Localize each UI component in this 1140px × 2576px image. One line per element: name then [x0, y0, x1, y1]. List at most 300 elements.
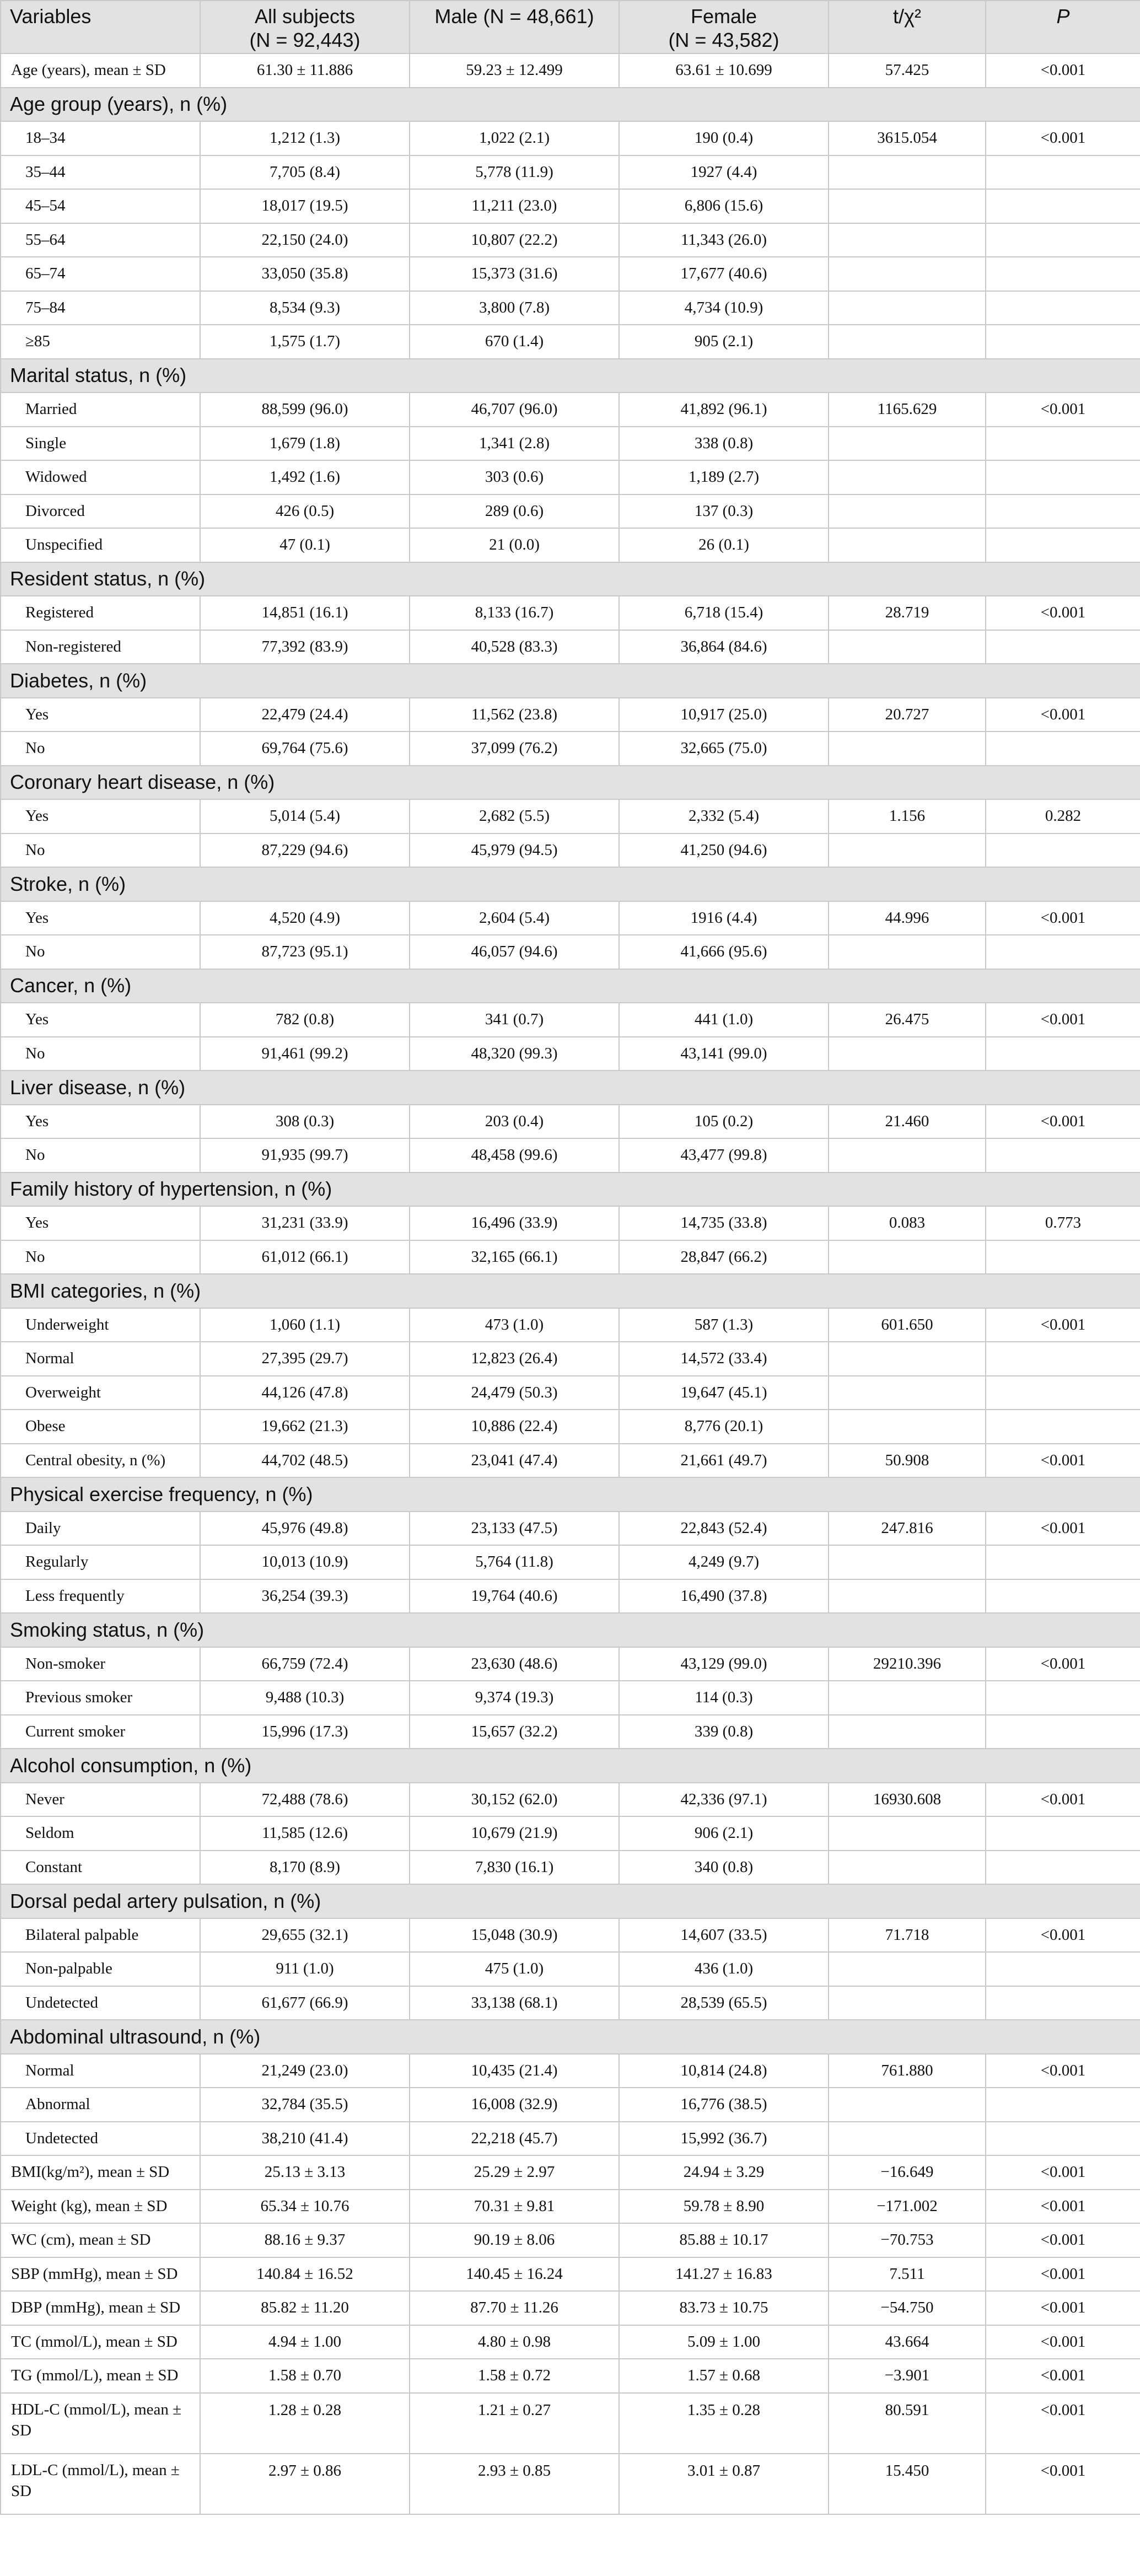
cell-test-statistic	[829, 732, 986, 766]
cell-test-statistic	[829, 1579, 986, 1614]
section-title: Physical exercise frequency, n (%)	[1, 1477, 1140, 1512]
cell-p-value	[986, 155, 1140, 190]
cell-all-subjects: 18,017 (19.5)	[200, 189, 410, 223]
cell-p-value: <0.001	[986, 596, 1140, 630]
row-label: 45–54	[1, 189, 200, 223]
section-header-row	[1, 2020, 1140, 2054]
cell-all-subjects: 25.13 ± 3.13	[200, 2155, 410, 2190]
row-label: Weight (kg), mean ± SD	[1, 2190, 200, 2224]
section-header-row	[1, 766, 1140, 800]
cell-all-subjects: 36,254 (39.3)	[200, 1579, 410, 1614]
cell-p-value: <0.001	[986, 1783, 1140, 1817]
cell-female: 3.01 ± 0.87	[619, 2454, 829, 2514]
cell-female: 15,992 (36.7)	[619, 2122, 829, 2156]
cell-test-statistic	[829, 189, 986, 223]
cell-male: 40,528 (83.3)	[410, 630, 619, 664]
cell-all-subjects: 1,575 (1.7)	[200, 325, 410, 359]
cell-test-statistic	[829, 1851, 986, 1885]
cell-male: 15,048 (30.9)	[410, 1918, 619, 1953]
cell-all-subjects: 782 (0.8)	[200, 1003, 410, 1037]
table-row	[1, 1512, 1140, 1546]
cell-female: 1927 (4.4)	[619, 155, 829, 190]
cell-p-value	[986, 630, 1140, 664]
row-label: Bilateral palpable	[1, 1918, 200, 1953]
row-label: Unspecified	[1, 528, 200, 562]
table-row	[1, 2155, 1140, 2190]
table-row	[1, 799, 1140, 833]
cell-male: 30,152 (62.0)	[410, 1783, 619, 1817]
cell-female: 11,343 (26.0)	[619, 223, 829, 257]
cell-p-value: <0.001	[986, 901, 1140, 935]
cell-test-statistic	[829, 1037, 986, 1071]
cell-test-statistic: −16.649	[829, 2155, 986, 2190]
table-row	[1, 1579, 1140, 1614]
cell-all-subjects: 31,231 (33.9)	[200, 1206, 410, 1240]
section-title: Alcohol consumption, n (%)	[1, 1749, 1140, 1783]
cell-p-value	[986, 1037, 1140, 1071]
header-p-value: P	[986, 1, 1140, 53]
cell-all-subjects: 1.28 ± 0.28	[200, 2393, 410, 2454]
cell-test-statistic: 28.719	[829, 596, 986, 630]
table-row	[1, 698, 1140, 732]
table-row	[1, 2325, 1140, 2359]
cell-all-subjects: 27,395 (29.7)	[200, 1342, 410, 1376]
cell-test-statistic	[829, 1410, 986, 1444]
cell-male: 23,041 (47.4)	[410, 1444, 619, 1478]
cell-p-value	[986, 189, 1140, 223]
cell-test-statistic: 29210.396	[829, 1647, 986, 1681]
header-variables: Variables	[1, 1, 200, 53]
table-row	[1, 427, 1140, 461]
cell-female: 19,647 (45.1)	[619, 1376, 829, 1410]
cell-all-subjects: 911 (1.0)	[200, 1952, 410, 1986]
cell-female: 26 (0.1)	[619, 528, 829, 562]
cell-all-subjects: 4.94 ± 1.00	[200, 2325, 410, 2359]
cell-p-value	[986, 1715, 1140, 1749]
cell-test-statistic	[829, 1342, 986, 1376]
cell-female: 340 (0.8)	[619, 1851, 829, 1885]
cell-p-value	[986, 291, 1140, 325]
cell-female: 8,776 (20.1)	[619, 1410, 829, 1444]
cell-male: 9,374 (19.3)	[410, 1681, 619, 1715]
table-row	[1, 1003, 1140, 1037]
cell-male: 15,657 (32.2)	[410, 1715, 619, 1749]
cell-p-value: <0.001	[986, 53, 1140, 88]
row-label: Central obesity, n (%)	[1, 1444, 200, 1478]
cell-test-statistic	[829, 1545, 986, 1579]
cell-test-statistic	[829, 257, 986, 291]
section-header-row	[1, 1613, 1140, 1647]
cell-all-subjects: 88,599 (96.0)	[200, 392, 410, 427]
table-row	[1, 2054, 1140, 2088]
cell-test-statistic: 1165.629	[829, 392, 986, 427]
cell-all-subjects: 61.30 ± 11.886	[200, 53, 410, 88]
cell-test-statistic	[829, 1138, 986, 1173]
cell-female: 105 (0.2)	[619, 1105, 829, 1139]
row-label: Non-smoker	[1, 1647, 200, 1681]
row-label: Yes	[1, 1105, 200, 1139]
section-title: Coronary heart disease, n (%)	[1, 766, 1140, 800]
cell-male: 1.21 ± 0.27	[410, 2393, 619, 2454]
cell-male: 8,133 (16.7)	[410, 596, 619, 630]
cell-p-value: <0.001	[986, 1918, 1140, 1953]
cell-p-value	[986, 1816, 1140, 1851]
cell-male: 140.45 ± 16.24	[410, 2257, 619, 2292]
table-row	[1, 223, 1140, 257]
row-label: ≥85	[1, 325, 200, 359]
table-row	[1, 2088, 1140, 2122]
cell-male: 7,830 (16.1)	[410, 1851, 619, 1885]
table-row	[1, 528, 1140, 562]
cell-male: 303 (0.6)	[410, 460, 619, 494]
row-label: Overweight	[1, 1376, 200, 1410]
cell-male: 33,138 (68.1)	[410, 1986, 619, 2020]
cell-female: 5.09 ± 1.00	[619, 2325, 829, 2359]
cell-test-statistic: 80.591	[829, 2393, 986, 2454]
cell-p-value: <0.001	[986, 121, 1140, 155]
cell-p-value: <0.001	[986, 2393, 1140, 2454]
cell-female: 441 (1.0)	[619, 1003, 829, 1037]
cell-all-subjects: 15,996 (17.3)	[200, 1715, 410, 1749]
cell-test-statistic: 50.908	[829, 1444, 986, 1478]
cell-p-value	[986, 2088, 1140, 2122]
cell-female: 43,477 (99.8)	[619, 1138, 829, 1173]
cell-test-statistic: 1.156	[829, 799, 986, 833]
cell-test-statistic	[829, 427, 986, 461]
cell-male: 3,800 (7.8)	[410, 291, 619, 325]
cell-test-statistic	[829, 1681, 986, 1715]
cell-test-statistic	[829, 325, 986, 359]
cell-all-subjects: 66,759 (72.4)	[200, 1647, 410, 1681]
cell-p-value: <0.001	[986, 2291, 1140, 2325]
row-label: No	[1, 1037, 200, 1071]
table-row	[1, 1647, 1140, 1681]
cell-female: 137 (0.3)	[619, 494, 829, 529]
cell-male: 19,764 (40.6)	[410, 1579, 619, 1614]
cell-all-subjects: 72,488 (78.6)	[200, 1783, 410, 1817]
row-label: Obese	[1, 1410, 200, 1444]
cell-male: 46,057 (94.6)	[410, 935, 619, 969]
cell-all-subjects: 22,150 (24.0)	[200, 223, 410, 257]
cell-male: 1,022 (2.1)	[410, 121, 619, 155]
table-row	[1, 257, 1140, 291]
cell-female: 2,332 (5.4)	[619, 799, 829, 833]
cell-test-statistic	[829, 630, 986, 664]
table-row	[1, 291, 1140, 325]
cell-female: 24.94 ± 3.29	[619, 2155, 829, 2190]
row-label: Previous smoker	[1, 1681, 200, 1715]
cell-male: 48,458 (99.6)	[410, 1138, 619, 1173]
cell-p-value	[986, 935, 1140, 969]
table-row	[1, 596, 1140, 630]
cell-p-value	[986, 325, 1140, 359]
row-label: 55–64	[1, 223, 200, 257]
cell-test-statistic: 7.511	[829, 2257, 986, 2292]
cell-female: 436 (1.0)	[619, 1952, 829, 1986]
cell-all-subjects: 21,249 (23.0)	[200, 2054, 410, 2088]
cell-test-statistic	[829, 291, 986, 325]
cell-female: 22,843 (52.4)	[619, 1512, 829, 1546]
cell-test-statistic	[829, 1952, 986, 1986]
cell-all-subjects: 65.34 ± 10.76	[200, 2190, 410, 2224]
cell-male: 90.19 ± 8.06	[410, 2223, 619, 2257]
cell-female: 28,539 (65.5)	[619, 1986, 829, 2020]
cell-male: 16,008 (32.9)	[410, 2088, 619, 2122]
cell-all-subjects: 44,702 (48.5)	[200, 1444, 410, 1478]
cell-test-statistic	[829, 1715, 986, 1749]
row-label: TC (mmol/L), mean ± SD	[1, 2325, 200, 2359]
row-label: Never	[1, 1783, 200, 1817]
table-row	[1, 1410, 1140, 1444]
table-row	[1, 2393, 1140, 2454]
cell-male: 87.70 ± 11.26	[410, 2291, 619, 2325]
table-row	[1, 1851, 1140, 1885]
row-label: Registered	[1, 596, 200, 630]
row-label: Undetected	[1, 2122, 200, 2156]
cell-p-value	[986, 1545, 1140, 1579]
cell-male: 5,778 (11.9)	[410, 155, 619, 190]
table-row	[1, 1444, 1140, 1478]
header-female: Female (N = 43,582)	[619, 1, 829, 53]
cell-male: 5,764 (11.8)	[410, 1545, 619, 1579]
cell-test-statistic: 43.664	[829, 2325, 986, 2359]
cell-test-statistic	[829, 494, 986, 529]
cell-male: 48,320 (99.3)	[410, 1037, 619, 1071]
table-row	[1, 2359, 1140, 2393]
cell-male: 4.80 ± 0.98	[410, 2325, 619, 2359]
row-label: No	[1, 1240, 200, 1274]
cell-female: 1916 (4.4)	[619, 901, 829, 935]
cell-female: 17,677 (40.6)	[619, 257, 829, 291]
row-label: No	[1, 732, 200, 766]
cell-male: 45,979 (94.5)	[410, 833, 619, 868]
table-row	[1, 935, 1140, 969]
cell-test-statistic: 3615.054	[829, 121, 986, 155]
section-header-row	[1, 1884, 1140, 1918]
cell-female: 10,917 (25.0)	[619, 698, 829, 732]
cell-test-statistic: 247.816	[829, 1512, 986, 1546]
cell-p-value: <0.001	[986, 2054, 1140, 2088]
section-title: Age group (years), n (%)	[1, 88, 1140, 122]
cell-all-subjects: 44,126 (47.8)	[200, 1376, 410, 1410]
cell-all-subjects: 1,060 (1.1)	[200, 1308, 410, 1342]
cell-p-value	[986, 257, 1140, 291]
header-all-subjects: All subjects (N = 92,443)	[200, 1, 410, 53]
cell-all-subjects: 87,229 (94.6)	[200, 833, 410, 868]
row-label: 65–74	[1, 257, 200, 291]
cell-p-value: <0.001	[986, 1105, 1140, 1139]
table-row	[1, 155, 1140, 190]
row-label: Daily	[1, 1512, 200, 1546]
cell-p-value	[986, 1342, 1140, 1376]
row-label: No	[1, 935, 200, 969]
row-label: SBP (mmHg), mean ± SD	[1, 2257, 200, 2292]
row-label: Non-registered	[1, 630, 200, 664]
row-label: TG (mmol/L), mean ± SD	[1, 2359, 200, 2393]
cell-all-subjects: 38,210 (41.4)	[200, 2122, 410, 2156]
cell-male: 21 (0.0)	[410, 528, 619, 562]
table-row	[1, 1952, 1140, 1986]
table-row	[1, 392, 1140, 427]
cell-female: 41,666 (95.6)	[619, 935, 829, 969]
cell-all-subjects: 22,479 (24.4)	[200, 698, 410, 732]
cell-p-value: <0.001	[986, 2155, 1140, 2190]
cell-all-subjects: 45,976 (49.8)	[200, 1512, 410, 1546]
cell-p-value: <0.001	[986, 2223, 1140, 2257]
cell-female: 85.88 ± 10.17	[619, 2223, 829, 2257]
table-row	[1, 1376, 1140, 1410]
cell-p-value	[986, 1986, 1140, 2020]
cell-test-statistic: −54.750	[829, 2291, 986, 2325]
cell-male: 12,823 (26.4)	[410, 1342, 619, 1376]
table-row	[1, 1240, 1140, 1274]
cell-female: 905 (2.1)	[619, 325, 829, 359]
table-row	[1, 2122, 1140, 2156]
cell-female: 14,735 (33.8)	[619, 1206, 829, 1240]
cell-test-statistic: 20.727	[829, 698, 986, 732]
row-label: Current smoker	[1, 1715, 200, 1749]
cell-female: 1,189 (2.7)	[619, 460, 829, 494]
cell-female: 587 (1.3)	[619, 1308, 829, 1342]
cell-all-subjects: 9,488 (10.3)	[200, 1681, 410, 1715]
cell-all-subjects: 8,170 (8.9)	[200, 1851, 410, 1885]
table-row	[1, 1138, 1140, 1173]
cell-test-statistic: −70.753	[829, 2223, 986, 2257]
row-label: WC (cm), mean ± SD	[1, 2223, 200, 2257]
table-row	[1, 2454, 1140, 2514]
table-row	[1, 1918, 1140, 1953]
row-label: 75–84	[1, 291, 200, 325]
cell-p-value	[986, 1579, 1140, 1614]
cell-p-value	[986, 460, 1140, 494]
cell-female: 6,806 (15.6)	[619, 189, 829, 223]
section-header-row	[1, 969, 1140, 1003]
table-row	[1, 121, 1140, 155]
cell-male: 11,562 (23.8)	[410, 698, 619, 732]
cell-female: 28,847 (66.2)	[619, 1240, 829, 1274]
cell-all-subjects: 87,723 (95.1)	[200, 935, 410, 969]
cell-female: 1.35 ± 0.28	[619, 2393, 829, 2454]
row-label: Married	[1, 392, 200, 427]
cell-female: 83.73 ± 10.75	[619, 2291, 829, 2325]
row-label: Yes	[1, 1003, 200, 1037]
cell-test-statistic	[829, 223, 986, 257]
row-label: BMI(kg/m²), mean ± SD	[1, 2155, 200, 2190]
cell-p-value	[986, 1851, 1140, 1885]
cell-p-value	[986, 1138, 1140, 1173]
cell-p-value: <0.001	[986, 2359, 1140, 2393]
cell-male: 2.93 ± 0.85	[410, 2454, 619, 2514]
cell-test-statistic	[829, 833, 986, 868]
row-label: No	[1, 833, 200, 868]
section-header-row	[1, 867, 1140, 901]
cell-all-subjects: 1,212 (1.3)	[200, 121, 410, 155]
row-label: Abnormal	[1, 2088, 200, 2122]
section-title: BMI categories, n (%)	[1, 1274, 1140, 1308]
cell-all-subjects: 61,012 (66.1)	[200, 1240, 410, 1274]
cell-p-value	[986, 1240, 1140, 1274]
table-row	[1, 1715, 1140, 1749]
cell-p-value: <0.001	[986, 1647, 1140, 1681]
cell-test-statistic	[829, 460, 986, 494]
cell-p-value: <0.001	[986, 2454, 1140, 2514]
section-title: Resident status, n (%)	[1, 562, 1140, 596]
cell-male: 70.31 ± 9.81	[410, 2190, 619, 2224]
cell-female: 6,718 (15.4)	[619, 596, 829, 630]
section-header-row	[1, 359, 1140, 393]
cell-female: 4,249 (9.7)	[619, 1545, 829, 1579]
cell-female: 16,776 (38.5)	[619, 2088, 829, 2122]
table-row	[1, 325, 1140, 359]
cell-female: 141.27 ± 16.83	[619, 2257, 829, 2292]
row-label: Yes	[1, 901, 200, 935]
section-title: Dorsal pedal artery pulsation, n (%)	[1, 1884, 1140, 1918]
cell-female: 42,336 (97.1)	[619, 1783, 829, 1817]
cell-all-subjects: 2.97 ± 0.86	[200, 2454, 410, 2514]
cell-test-statistic	[829, 2122, 986, 2156]
cell-female: 190 (0.4)	[619, 121, 829, 155]
cell-female: 14,572 (33.4)	[619, 1342, 829, 1376]
cell-male: 475 (1.0)	[410, 1952, 619, 1986]
row-label: No	[1, 1138, 200, 1173]
section-title: Marital status, n (%)	[1, 359, 1140, 393]
row-label: DBP (mmHg), mean ± SD	[1, 2291, 200, 2325]
cell-all-subjects: 308 (0.3)	[200, 1105, 410, 1139]
cell-test-statistic	[829, 528, 986, 562]
table-row	[1, 1206, 1140, 1240]
cell-male: 289 (0.6)	[410, 494, 619, 529]
cell-all-subjects: 10,013 (10.9)	[200, 1545, 410, 1579]
row-label: Yes	[1, 1206, 200, 1240]
table-row	[1, 1342, 1140, 1376]
cell-all-subjects: 61,677 (66.9)	[200, 1986, 410, 2020]
cell-female: 36,864 (84.6)	[619, 630, 829, 664]
section-header-row	[1, 1071, 1140, 1105]
table-row	[1, 1783, 1140, 1817]
cell-all-subjects: 1,492 (1.6)	[200, 460, 410, 494]
cell-male: 2,682 (5.5)	[410, 799, 619, 833]
table-row	[1, 1816, 1140, 1851]
cell-test-statistic: 21.460	[829, 1105, 986, 1139]
header-row	[1, 1, 1140, 53]
cell-female: 43,141 (99.0)	[619, 1037, 829, 1071]
cell-male: 10,435 (21.4)	[410, 2054, 619, 2088]
cell-male: 46,707 (96.0)	[410, 392, 619, 427]
cell-female: 4,734 (10.9)	[619, 291, 829, 325]
cell-p-value	[986, 427, 1140, 461]
table-row	[1, 2223, 1140, 2257]
table-row	[1, 630, 1140, 664]
cell-female: 59.78 ± 8.90	[619, 2190, 829, 2224]
cell-p-value	[986, 1952, 1140, 1986]
cell-test-statistic: 71.718	[829, 1918, 986, 1953]
cell-test-statistic: 26.475	[829, 1003, 986, 1037]
cell-p-value: <0.001	[986, 698, 1140, 732]
row-label: Yes	[1, 799, 200, 833]
cell-all-subjects: 19,662 (21.3)	[200, 1410, 410, 1444]
cell-all-subjects: 32,784 (35.5)	[200, 2088, 410, 2122]
cell-p-value	[986, 732, 1140, 766]
cell-male: 23,133 (47.5)	[410, 1512, 619, 1546]
row-label: Normal	[1, 2054, 200, 2088]
cell-test-statistic: 15.450	[829, 2454, 986, 2514]
section-header-row	[1, 1173, 1140, 1207]
cell-p-value: <0.001	[986, 1512, 1140, 1546]
row-label: LDL-C (mmol/L), mean ± SD	[1, 2454, 200, 2514]
cell-test-statistic	[829, 1376, 986, 1410]
cell-p-value: <0.001	[986, 1444, 1140, 1478]
cell-female: 16,490 (37.8)	[619, 1579, 829, 1614]
